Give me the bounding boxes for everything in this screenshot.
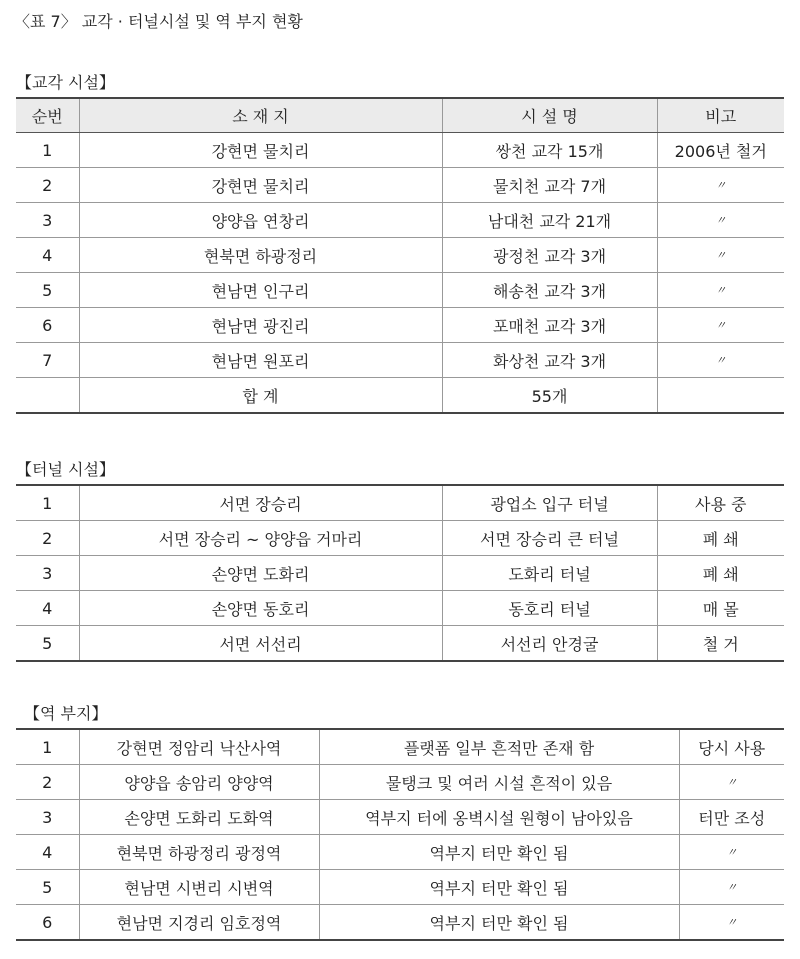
table-cell: 플랫폼 일부 흔적만 존재 함 bbox=[319, 729, 679, 765]
table-cell: 서면 장승리 큰 터널 bbox=[442, 521, 657, 556]
table-cell: 2 bbox=[16, 521, 79, 556]
section-title-station: 【역 부지】 bbox=[24, 704, 108, 723]
table-cell: 철 거 bbox=[657, 626, 784, 662]
table-row bbox=[16, 168, 784, 203]
header-cell: 시 설 명 bbox=[442, 98, 657, 133]
table-row bbox=[16, 556, 784, 591]
table-row bbox=[16, 626, 784, 662]
table-cell: 6 bbox=[16, 308, 79, 343]
table-cell: 4 bbox=[16, 835, 79, 870]
table-cell: 양양읍 송암리 양양역 bbox=[79, 765, 319, 800]
bridge-table bbox=[16, 97, 784, 414]
table-row bbox=[16, 800, 784, 835]
table-cell: 3 bbox=[16, 556, 79, 591]
table-cell: 7 bbox=[16, 343, 79, 378]
table-row bbox=[16, 765, 784, 800]
table-cell: 역부지 터만 확인 됨 bbox=[319, 835, 679, 870]
table-cell: 서선리 안경굴 bbox=[442, 626, 657, 662]
table-cell: 현남면 지경리 임호정역 bbox=[79, 905, 319, 941]
table-cell: 서면 장승리 ~ 양양읍 거마리 bbox=[79, 521, 442, 556]
table-cell: 2 bbox=[16, 765, 79, 800]
table-cell: 강현면 물치리 bbox=[79, 133, 442, 168]
table-cell: 서면 장승리 bbox=[79, 485, 442, 521]
header-cell: 비고 bbox=[657, 98, 784, 133]
table-cell: 6 bbox=[16, 905, 79, 941]
table-cell: 양양읍 연창리 bbox=[79, 203, 442, 238]
table-cell: 포매천 교각 3개 bbox=[442, 308, 657, 343]
table-cell: 폐 쇄 bbox=[657, 556, 784, 591]
table-cell: 물치천 교각 7개 bbox=[442, 168, 657, 203]
table-cell: 〃 bbox=[657, 168, 784, 203]
table-cell: 현북면 하광정리 광정역 bbox=[79, 835, 319, 870]
table-row bbox=[16, 591, 784, 626]
table-row bbox=[16, 343, 784, 378]
table-cell: 현남면 원포리 bbox=[79, 343, 442, 378]
table-cell: 1 bbox=[16, 485, 79, 521]
table-row bbox=[16, 905, 784, 941]
table-row bbox=[16, 238, 784, 273]
table-cell: 동호리 터널 bbox=[442, 591, 657, 626]
table-cell: 물탱크 및 여러 시설 흔적이 있음 bbox=[319, 765, 679, 800]
table-cell: 〃 bbox=[679, 835, 784, 870]
table-cell: 광업소 입구 터널 bbox=[442, 485, 657, 521]
table-cell: 5 bbox=[16, 626, 79, 662]
section-title-tunnel: 【터널 시설】 bbox=[16, 460, 115, 479]
table-cell: 3 bbox=[16, 203, 79, 238]
header-cell: 순번 bbox=[16, 98, 79, 133]
table-cell: 1 bbox=[16, 729, 79, 765]
table-row bbox=[16, 835, 784, 870]
table-cell: 서면 서선리 bbox=[79, 626, 442, 662]
table-cell: 광정천 교각 3개 bbox=[442, 238, 657, 273]
header-cell: 소 재 지 bbox=[79, 98, 442, 133]
table-cell: 터만 조성 bbox=[679, 800, 784, 835]
table-cell: 〃 bbox=[657, 308, 784, 343]
table-cell: 강현면 물치리 bbox=[79, 168, 442, 203]
table-row bbox=[16, 729, 784, 765]
table-cell: 〃 bbox=[657, 343, 784, 378]
section-title-bridge: 【교각 시설】 bbox=[16, 73, 115, 92]
table-cell: 5 bbox=[16, 870, 79, 905]
table-row bbox=[16, 485, 784, 521]
table-cell: 현북면 하광정리 bbox=[79, 238, 442, 273]
tunnel-table bbox=[16, 484, 784, 662]
table-row bbox=[16, 273, 784, 308]
table-cell: 현남면 광진리 bbox=[79, 308, 442, 343]
station-table bbox=[16, 728, 784, 941]
table-cell: 4 bbox=[16, 591, 79, 626]
table-cell: 역부지 터에 옹벽시설 원형이 남아있음 bbox=[319, 800, 679, 835]
table-cell: 폐 쇄 bbox=[657, 521, 784, 556]
table-row bbox=[16, 308, 784, 343]
table-cell: 〃 bbox=[679, 765, 784, 800]
table-cell: 쌍천 교각 15개 bbox=[442, 133, 657, 168]
table-cell: 5 bbox=[16, 273, 79, 308]
table-cell: 〃 bbox=[657, 203, 784, 238]
table-cell: 현남면 인구리 bbox=[79, 273, 442, 308]
table-cell: 도화리 터널 bbox=[442, 556, 657, 591]
table-cell: 2006년 철거 bbox=[657, 133, 784, 168]
table-cell: 〃 bbox=[657, 273, 784, 308]
header-row bbox=[16, 98, 784, 133]
table-cell: 역부지 터만 확인 됨 bbox=[319, 870, 679, 905]
total-label: 합 계 bbox=[79, 378, 442, 414]
table-cell: 손양면 도화리 도화역 bbox=[79, 800, 319, 835]
table-cell: 당시 사용 bbox=[679, 729, 784, 765]
table-caption: 〈표 7〉 교각 · 터널시설 및 역 부지 현황 bbox=[14, 12, 303, 31]
total-row bbox=[16, 378, 784, 414]
table-row bbox=[16, 870, 784, 905]
table-cell: 손양면 도화리 bbox=[79, 556, 442, 591]
table-cell: 〃 bbox=[679, 870, 784, 905]
table-cell: 매 몰 bbox=[657, 591, 784, 626]
table-row bbox=[16, 521, 784, 556]
table-row bbox=[16, 203, 784, 238]
table-cell: 〃 bbox=[679, 905, 784, 941]
table-row bbox=[16, 133, 784, 168]
table-cell: 강현면 정암리 낙산사역 bbox=[79, 729, 319, 765]
table-cell: 남대천 교각 21개 bbox=[442, 203, 657, 238]
table-cell: 손양면 동호리 bbox=[79, 591, 442, 626]
table-cell: 4 bbox=[16, 238, 79, 273]
table-cell: 3 bbox=[16, 800, 79, 835]
table-cell: 해송천 교각 3개 bbox=[442, 273, 657, 308]
table-cell: 〃 bbox=[657, 238, 784, 273]
table-cell bbox=[657, 378, 784, 414]
table-cell: 현남면 시변리 시변역 bbox=[79, 870, 319, 905]
total-value: 55개 bbox=[442, 378, 657, 414]
table-cell: 2 bbox=[16, 168, 79, 203]
table-cell: 화상천 교각 3개 bbox=[442, 343, 657, 378]
table-cell: 사용 중 bbox=[657, 485, 784, 521]
table-cell bbox=[16, 378, 79, 414]
table-cell: 1 bbox=[16, 133, 79, 168]
table-cell: 역부지 터만 확인 됨 bbox=[319, 905, 679, 941]
